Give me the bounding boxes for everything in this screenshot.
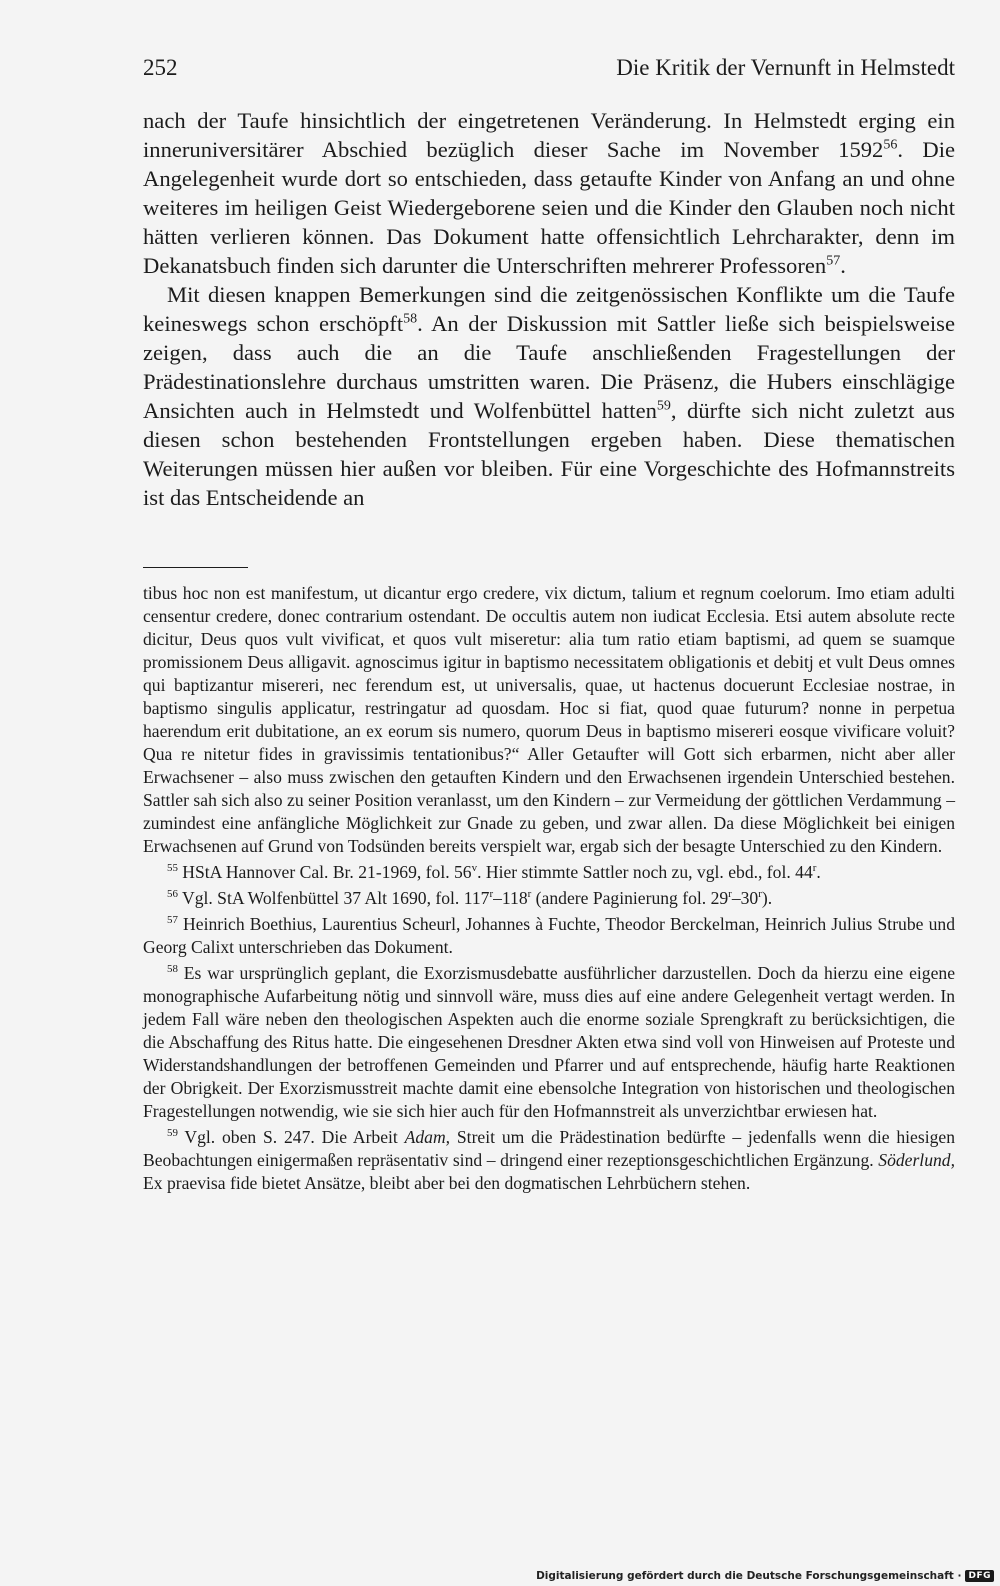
footnote-number: 56 [167,888,178,901]
folio-side: r [489,888,494,901]
footnote-ref-58[interactable]: 58 [403,311,418,327]
footnote-56 [143,887,955,910]
text-run: Vgl. StA Wolfenbüttel 37 Alt 1690, fol. 117 [177,888,490,908]
text-run: Es war ursprünglich geplant, die Exorzismusdebatte ausführlicher darzustellen. Doch da hierzu eine eigene monographische Aufarbeitung nötig und sinnvoll wäre, muss dies auf eine andere Gelegenheit vertagt werden. In jedem Fall wäre neben den theologischen Aspekten auch die enorme soziale Sprengkraft zu berücksichtigen, die die Abschaffung des Ritus hatte. Die eingesehenen Dresdner Akten etwa sind voll von Hinweisen auf Proteste und Widerstandshandlungen der betroffenen Gemeinden und Pfarrer und auf entsprechende, häufig harte Reaktionen der Obrigkeit. Der Exorzismusstreit machte damit eine ebensolche Integration von historischen und theologischen Fragestellungen notwendig, wie sie sich hier auch für den Hofmannstreit als unverzichtbar erwiesen hat. [143,963,955,1121]
page-number: 252 [143,55,178,80]
text-run: Heinrich Boethius, Laurentius Scheurl, Johannes à Fuchte, Theodor Berckelman, Heinrich Julius Strube und Georg Calixt unterschrieben das Dokument. [143,914,955,957]
footnote-58 [143,962,955,1123]
folio-side: v [471,862,478,875]
text-run: ). [761,888,773,908]
footnote-number: 58 [167,963,178,976]
footnote-divider [143,567,248,568]
footnote-ref-57[interactable]: 57 [826,253,841,269]
text-run: . Hier stimmte Sattler noch zu, vgl. ebd., fol. 44 [477,862,813,882]
footnote-number: 57 [167,914,178,927]
footnote-55 [143,861,955,884]
text-run: . Die Angelegenheit wurde dort so entschieden, dass getaufte Kinder von Anfang an und ohne weiteres im heiligen Geist Wiedergeborene seien und die Kinder den Glauben noch nicht hätten verlieren können. Das Dokument hatte offensichtlich Lehrcharakter, denn im Dekanatsbuch finden sich darunter die Unterschriften mehrerer Professoren [143,137,955,278]
folio-side: r [758,888,762,901]
footnote-number: 55 [167,862,178,875]
text-run: –30 [731,888,759,908]
text-run: –118 [493,888,528,908]
footnote-59 [143,1126,955,1195]
text-run: , dürfte sich nicht zuletzt aus diesen schon bestehenden Frontstellungen ergeben haben. Diese thematischen Weiterungen müssen hier außen vor bleiben. Für eine Vorgeschichte des Hofmannstreits ist das Entscheidende an [143,398,955,510]
page [143,50,955,1195]
footnote-ref-56[interactable]: 56 [883,137,898,153]
text-run: . [840,253,846,278]
footnote-ref-59[interactable]: 59 [656,398,671,414]
main-text [143,106,955,512]
folio-side: r [728,888,732,901]
running-head [143,50,955,86]
footnotes [143,582,955,1195]
text-run: HStA Hannover Cal. Br. 21-1969, fol. 56 [177,862,472,882]
text-run: . [816,862,821,882]
text-run: nach der Taufe hinsichtlich der eingetretenen Veränderung. In Helmstedt erging ein inneruniversitärer Abschied bezüglich dieser Sache im November 1592 [143,108,955,162]
dfg-logo: DFG [965,1570,994,1582]
text-run: Ex praevisa fide bietet Ansätze, bleibt aber bei den dogmatischen Lehrbüchern stehen. [143,1173,751,1193]
paragraph-1 [143,106,955,280]
folio-side: r [527,888,532,901]
footnote-continuation: tibus hoc non est manifestum, ut dicantur ergo credere, vix dictum, talium et regnum coelorum. Imo etiam adulti censentur credere, donec contrarium ostendant. De occultis autem non iudicat Ecclesia. Etsi autem absolute recte dicitur, Deus quos vult vivificat, et quos vult miseretur: alia tum ratio etiam baptismi, ad quem se suamque promissionem Deus alligavit. agnoscimus igitur in baptismo necessitatem obligationis et debitj et vult Deus omnes qui baptizantur misereri, nec ferendum est, ut universalis, quae, ut hactenus docuerunt Ecclesiae nostrae, in baptismo singulis applicatur, restringatur ad quosdam. Hoc si fiat, quod quae futurum? nonne in perpetua haerendum erit dubitatione, an ex eorum sis numero, quorum Deus in baptismo misereri eosque vivificare voluit? Qua re nitetur fides in gravissimis tentationibus?“ Aller Getaufter will Gott sich erbarmen, nicht aber aller Erwachsener – also muss zwischen den getauften Kindern und den Erwachsenen irgendein Unterschied bestehen. Sattler sah sich also zu seiner Position veranlasst, um den Kindern – zur Vermeidung der göttlichen Verdammung – zumindest eine anfängliche Möglichkeit zur Gnade zu geben, und zwar allen. Da diese Möglichkeit bei einigen Erwachsenen auf Grund von Todsünden bereits verspielt war, ergab sich der besagte Unterschied zu den Kindern. [143,583,955,856]
text-run: (andere Paginierung fol. 29 [531,888,729,908]
author-name: Söderlund, [878,1150,955,1170]
footnote-57 [143,913,955,959]
paragraph-2 [143,280,955,512]
text-run: Vgl. oben S. 247. Die Arbeit [177,1127,405,1147]
footnote-number: 59 [167,1127,178,1140]
funding-credit: Digitalisierung gefördert durch die Deutsche Forschungsgemeinschaft · [536,1570,962,1582]
text-run: . An der Diskussion mit Sattler ließe sich beispielsweise zeigen, dass auch die an die Taufe anschließenden Fragestellungen der Prädestinationslehre durchaus umstritten waren. Die Präsenz, die Hubers einschlägige Ansichten auch in Helmstedt und Wolfenbüttel hatten [143,311,955,423]
digitization-footer [536,1570,994,1582]
author-name: Adam, [404,1127,451,1147]
running-title: Die Kritik der Vernunft in Helmstedt [616,55,955,80]
text-run: Mit diesen knappen Bemerkungen sind die zeitgenössischen Konflikte um die Taufe keineswegs schon erschöpft [143,282,955,336]
text-run: Streit um die Prädestination bedürfte – jedenfalls wenn die hiesigen Beobachtungen einigermaßen repräsentativ sind – dringend einer rezeptionsgeschichtlichen Ergänzung. [143,1127,955,1170]
folio-side: r [812,862,817,875]
